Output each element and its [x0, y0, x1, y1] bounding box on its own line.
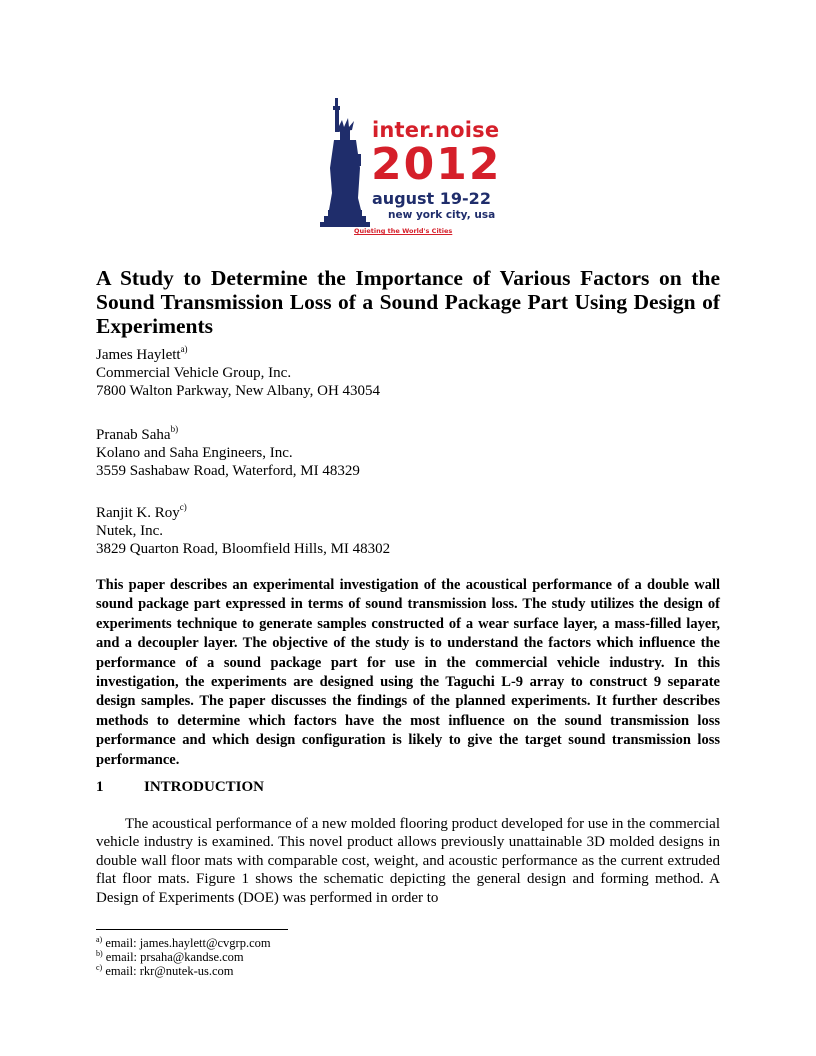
author-organization: Commercial Vehicle Group, Inc.	[96, 365, 292, 381]
author-address: 3559 Sashabaw Road, Waterford, MI 48329	[96, 463, 360, 479]
author-1	[96, 346, 696, 400]
author-address: 7800 Walton Parkway, New Albany, OH 43054	[96, 383, 381, 399]
affiliation-mark: b)	[170, 424, 179, 434]
footnote-mark: c)	[96, 963, 103, 972]
footnote-email-link[interactable]: email: prsaha@kandse.com	[102, 950, 244, 964]
logo-dates: august 19-22	[372, 189, 491, 208]
paper-title: A Study to Determine the Importance of Various Factors on the Sound Transmission Loss of a Sound Package Part Using Design of Experiments	[96, 266, 720, 338]
footnote-divider	[96, 929, 288, 930]
affiliation-mark: c)	[179, 502, 187, 512]
logo-year: 2012	[371, 139, 502, 190]
logo-tagline: Quieting the World's Cities	[354, 227, 453, 235]
author-organization: Kolano and Saha Engineers, Inc.	[96, 445, 293, 461]
abstract: This paper describes an experimental investigation of the acoustical performance of a double wall sound package part expressed in terms of sound transmission loss. The study utilizes the design of experiments technique to generate samples constructed of a wear surface layer, a mass-filled layer, and a decoupler layer. The objective of the study is to understand the factors which influence the performance of a sound package part for use in the commercial vehicle industry. In this investigation, the experiments are designed using the Taguchi L-9 array to construct 9 separate design samples. The paper discusses the findings of the planned experiments. It further describes methods to determine which factors have the most influence on the sound transmission loss performance and which design configuration is likely to give the target sound transmission loss performance.	[96, 577, 720, 768]
footnote-mark: b)	[96, 949, 103, 958]
section-heading	[96, 779, 264, 796]
author-name: James Haylett	[96, 347, 181, 363]
author-address: 3829 Quarton Road, Bloomfield Hills, MI 48302	[96, 541, 391, 557]
logo-brand: inter.noise	[372, 118, 500, 142]
author-organization: Nutek, Inc.	[96, 523, 164, 539]
affiliation-mark: a)	[180, 344, 188, 354]
author-3	[96, 504, 696, 558]
footnote-email-link[interactable]: email: rkr@nutek-us.com	[102, 964, 234, 978]
author-name: Ranjit K. Roy	[96, 505, 180, 521]
section-number: 1	[96, 779, 104, 795]
footnote-mark: a)	[96, 935, 103, 944]
footnote	[96, 936, 271, 950]
section-title: INTRODUCTION	[144, 779, 265, 795]
conference-logo	[318, 98, 508, 244]
footnote	[96, 950, 271, 964]
footnote	[96, 964, 271, 978]
author-name: Pranab Saha	[96, 427, 171, 443]
footnote-email-link[interactable]: email: james.haylett@cvgrp.com	[102, 936, 271, 950]
footnotes	[96, 936, 271, 978]
author-2	[96, 426, 696, 480]
logo-city: new york city, usa	[388, 209, 496, 221]
introduction-paragraph: The acoustical performance of a new molded flooring product developed for use in the commercial vehicle industry is examined. This novel product allows previously unattainable 3D molded designs in double wall floor mats with comparable cost, weight, and acoustic performance as the current extruded flat floor mats. Figure 1 shows the schematic depicting the general design and forming method. A Design of Experiments (DOE) was performed in order to	[96, 816, 720, 906]
